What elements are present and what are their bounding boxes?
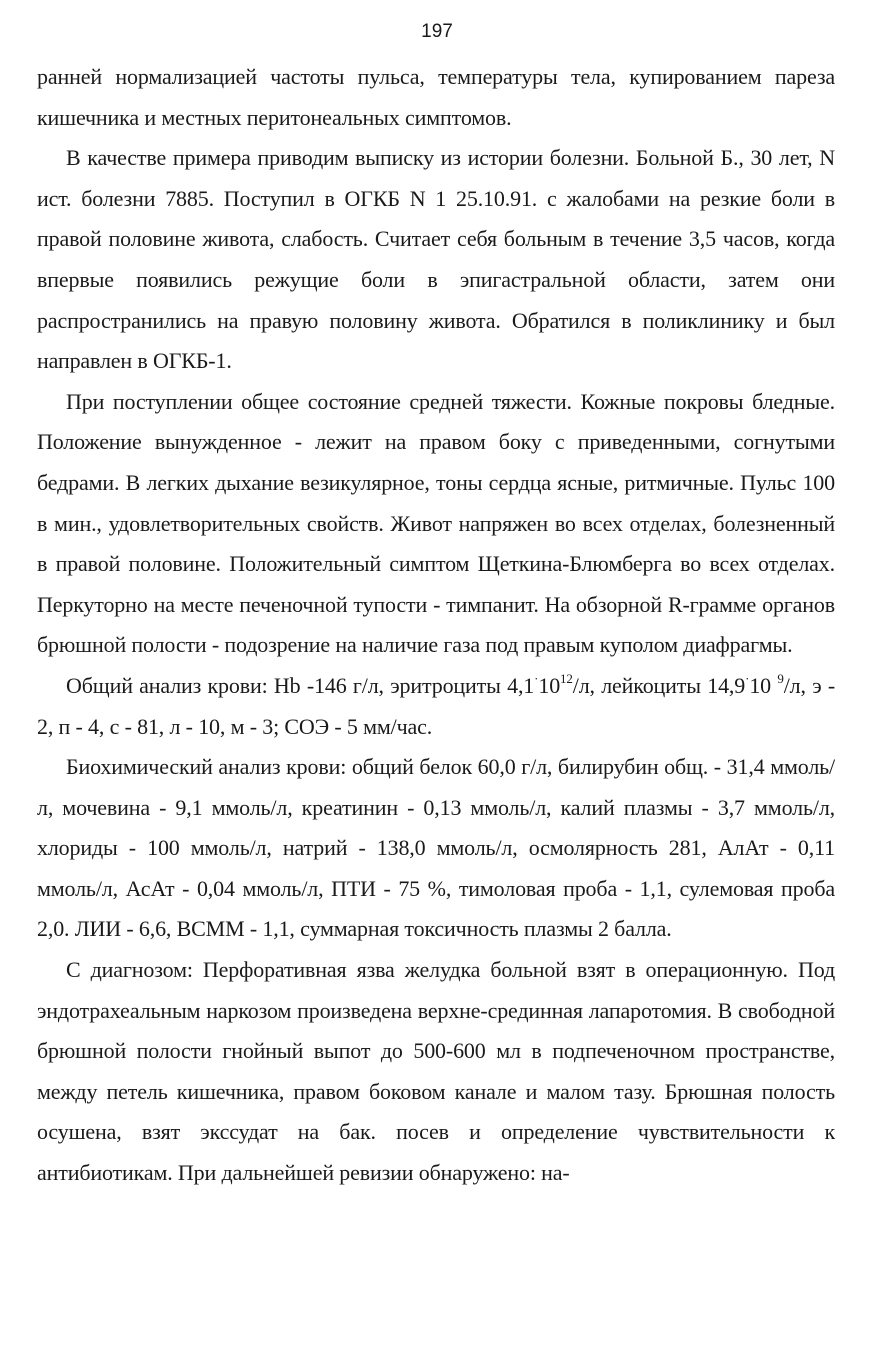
blood-test-exponent-1: 12 [560, 670, 573, 686]
blood-test-dot-1: · [534, 670, 539, 686]
blood-test-text-3: /л, лейкоциты 14,9 [572, 672, 746, 698]
document-body [37, 57, 835, 1194]
blood-test-text-2: 10 [538, 672, 561, 698]
blood-test-exponent-2: 9 [777, 670, 784, 686]
blood-test-text-4: 10 [749, 672, 778, 698]
blood-test-text-1: Общий анализ крови: Hb -146 г/л, эритроциты 4,1 [66, 672, 535, 698]
blood-test-text-5: /л, э - 2, п - 4, с - 81, л - 10, м - 3; СОЭ - 5 мм/час. [37, 672, 835, 739]
blood-test-dot-2: · [745, 670, 750, 686]
page-number: 197 [421, 21, 453, 42]
paragraph-continuation: ранней нормализацией частоты пульса, температуры тела, купированием пареза кишечника и местных перитонеальных симптомов. [37, 64, 835, 130]
paragraph-admission-status: При поступлении общее состояние средней тяжести. Кожные покровы бледные. Положение вынужденное - лежит на правом боку с приведенными, согнутыми бедрами. В легких дыхание везикулярное, тоны сердца ясные, ритмичные. Пульс 100 в мин., удовлетворительных свойств. Живот напряжен во всех отделах, болезненный в правой половине. Положительный симптом Щеткина-Блюмберга во всех отделах. Перкуторно на месте печеночной тупости - тимпанит. На обзорной R-грамме органов брюшной полости - подозрение на наличие газа под правым куполом диафрагмы. [37, 388, 835, 658]
paragraph-biochemistry: Биохимический анализ крови: общий белок 60,0 г/л, билирубин общ. - 31,4 ммоль/л, мочевина - 9,1 ммоль/л, креатинин - 0,13 ммоль/л, калий плазмы - 3,7 ммоль/л, хлориды - 100 ммоль/л, натрий - 138,0 ммоль/л, осмолярность 281, АлАт - 0,11 ммоль/л, АсАт - 0,04 ммоль/л, ПТИ - 75 %, тимоловая проба - 1,1, сулемовая проба 2,0. ЛИИ - 6,6, ВСММ - 1,1, суммарная токсичность плазмы 2 балла. [37, 754, 835, 942]
paragraph-blood-test [37, 666, 835, 747]
paragraph-operation: С диагнозом: Перфоративная язва желудка больной взят в операционную. Под эндотрахеальным наркозом произведена верхне-срединная лапаротомия. В свободной брюшной полости гнойный выпот до 500-600 мл в подпеченочном пространстве, между петель кишечника, правом боковом канале и малом тазу. Брюшная полость осушена, взят экссудат на бак. посев и определение чувствительности к антибиотикам. При дальнейшей ревизии обнаружено: на- [37, 957, 835, 1186]
paragraph-case-history: В качестве примера приводим выписку из истории болезни. Больной Б., 30 лет, N ист. болезни 7885. Поступил в ОГКБ N 1 25.10.91. с жалобами на резкие боли в правой половине живота, слабость. Считает себя больным в течение 3,5 часов, когда впервые появились режущие боли в эпигастральной области, затем они распространились на правую половину живота. Обратился в поликлинику и был направлен в ОГКБ-1. [37, 145, 835, 374]
